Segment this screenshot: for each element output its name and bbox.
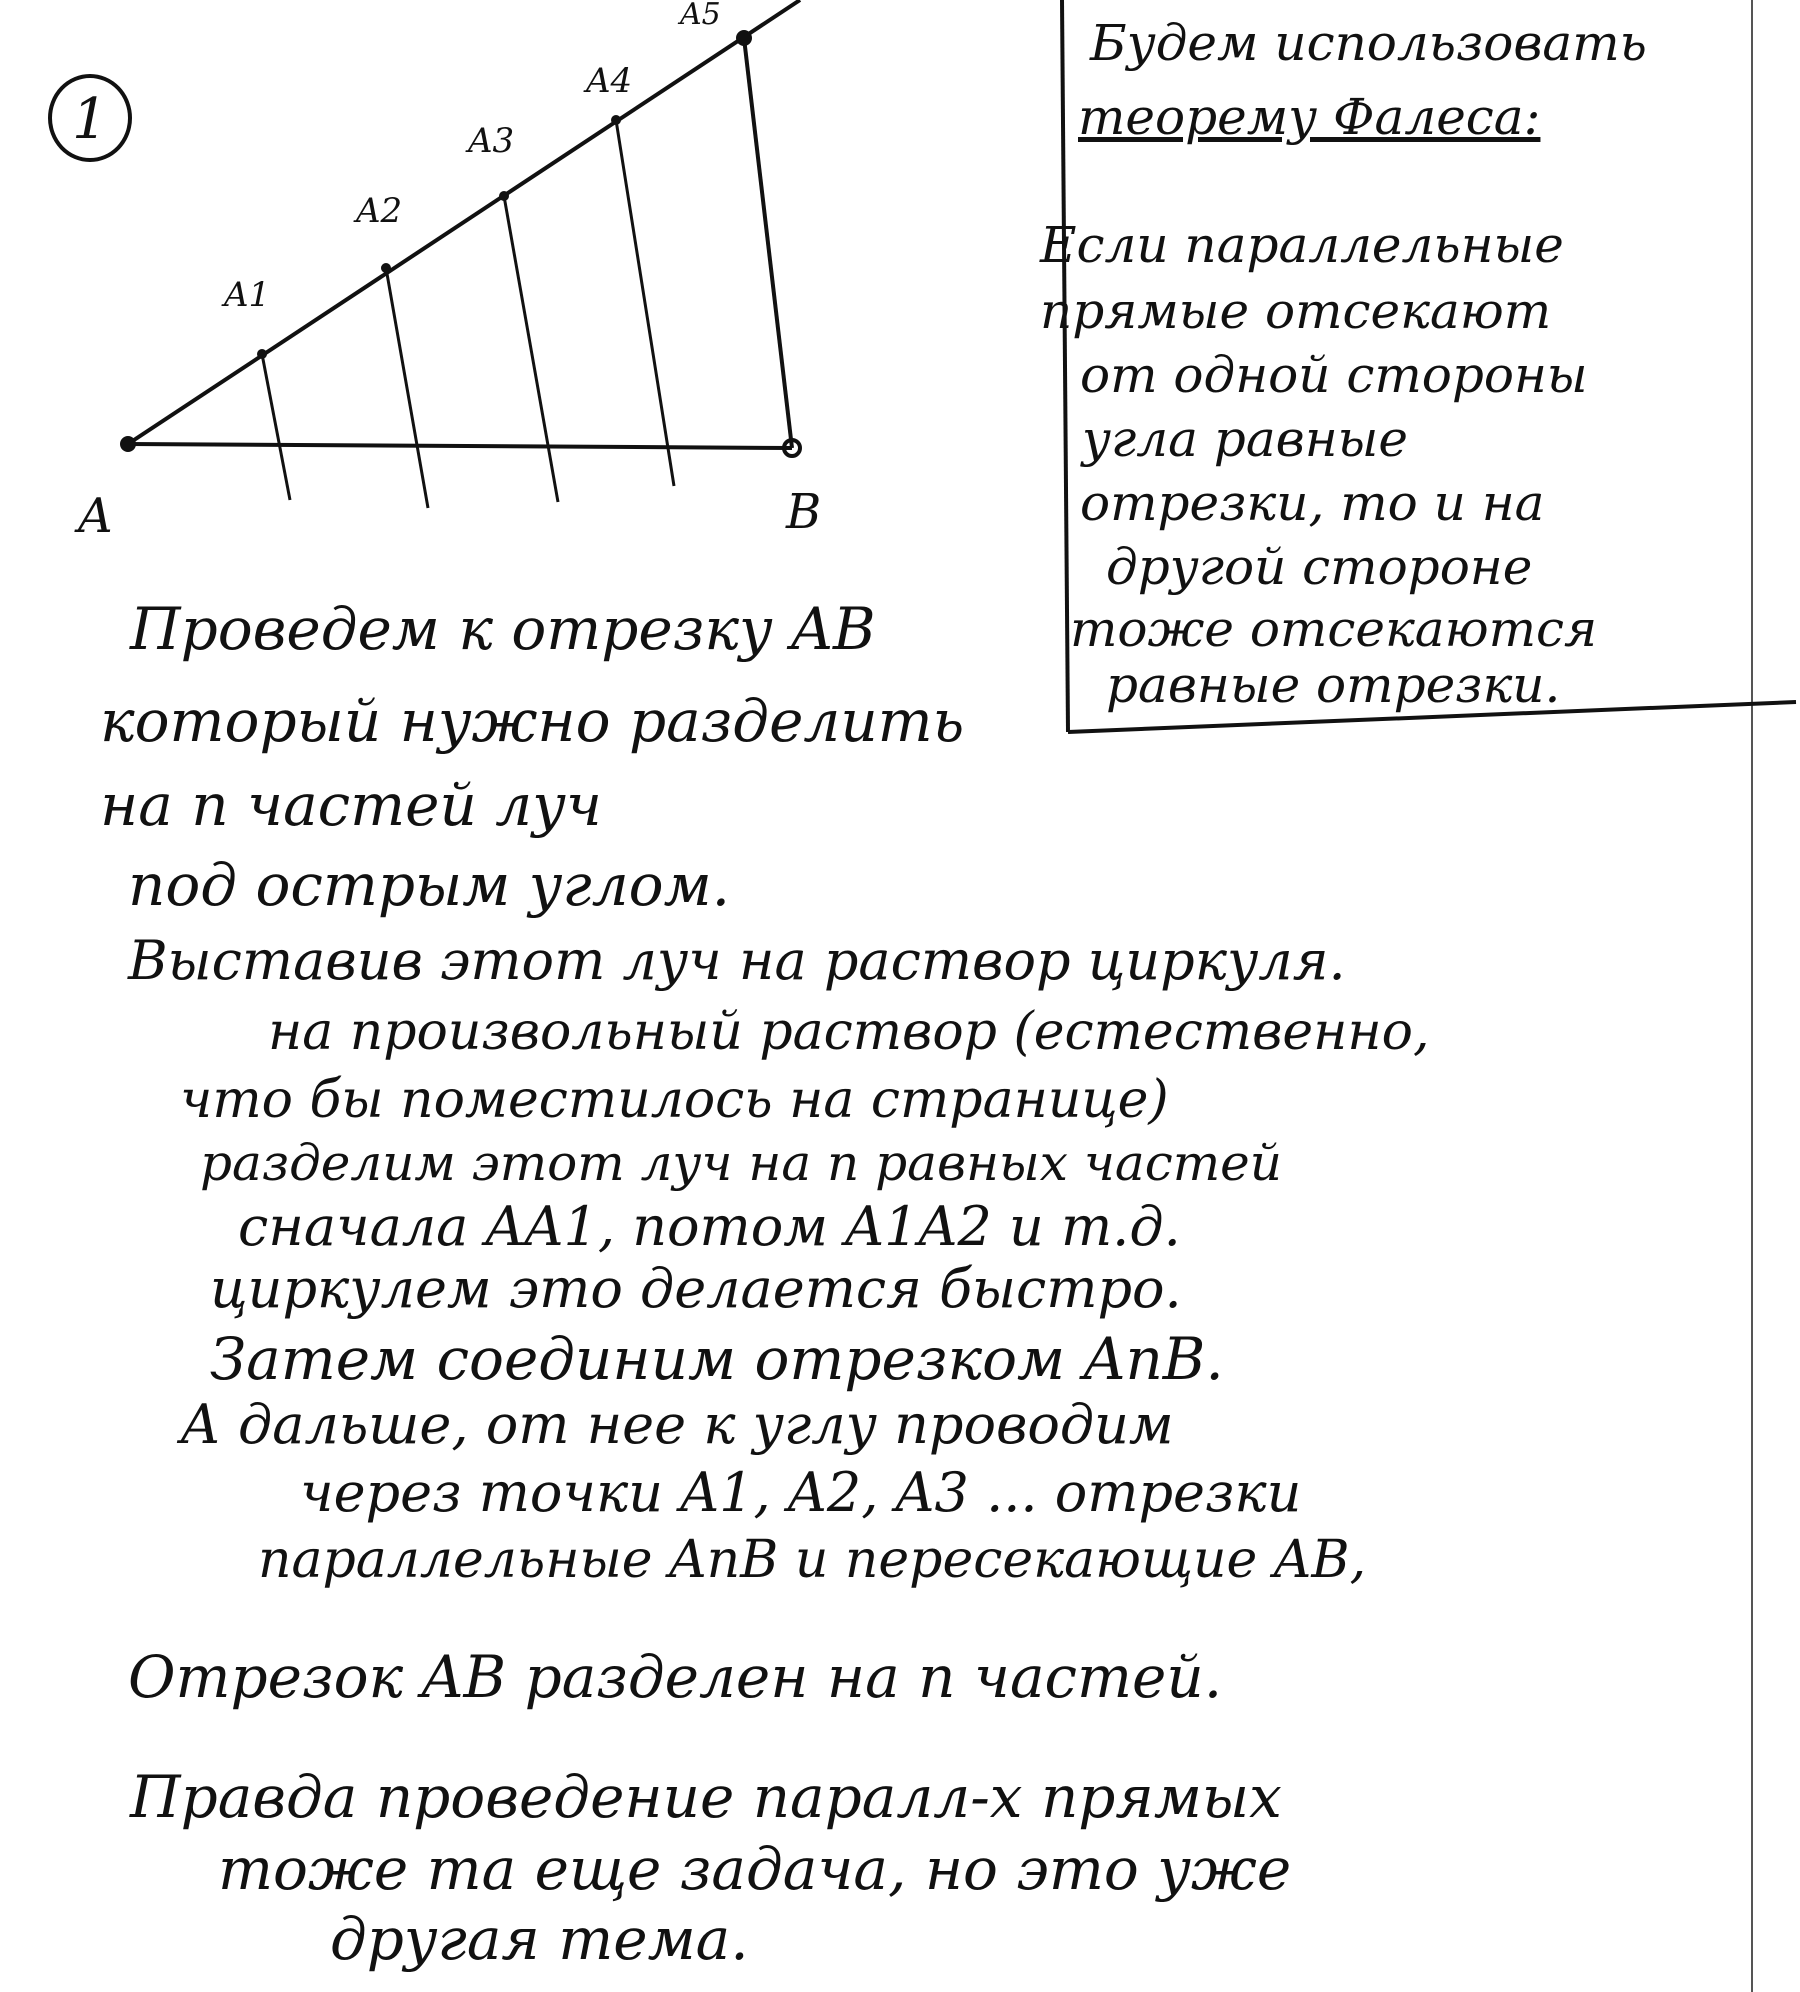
- label-A: A: [78, 488, 113, 544]
- note-line: тоже та еще задача, но это уже: [218, 1835, 1292, 1903]
- solution-line: разделим этот луч на n равных частей: [200, 1134, 1282, 1192]
- point-A1-marker: [257, 349, 267, 359]
- problem-number: 1: [72, 87, 108, 152]
- segment-AnB: [744, 38, 792, 448]
- note-line: другая тема.: [330, 1905, 749, 1973]
- theorem-box-left-border: [1062, 0, 1068, 732]
- label-A3: A3: [468, 121, 515, 161]
- solution-line: циркулем это делается быстро.: [210, 1257, 1182, 1320]
- solution-line: под острым углом.: [128, 851, 731, 919]
- solution-line: на n частей луч: [100, 771, 602, 839]
- label-A4: A4: [586, 61, 633, 101]
- theorem-line: равные отрезки.: [1106, 656, 1561, 714]
- point-A-marker: [120, 436, 136, 452]
- parallel-line-4: [616, 120, 674, 486]
- theorem-line: от одной стороны: [1080, 346, 1588, 404]
- solution-line: А дальше, от нее к углу проводим: [180, 1393, 1174, 1456]
- solution-line: на произвольный раствор (естественно,: [268, 1002, 1430, 1062]
- point-A3-marker: [499, 191, 509, 201]
- conclusion-line: Отрезок AB разделен на n частей.: [128, 1643, 1223, 1711]
- solution-line: Проведем к отрезку AB: [130, 595, 876, 663]
- label-A2: A2: [356, 191, 403, 231]
- parallel-line-2: [386, 268, 428, 508]
- theorem-line: угла равные: [1082, 410, 1408, 468]
- segment-AB: [128, 444, 792, 448]
- solution-line: параллельные AnB и пересекающие AB,: [258, 1530, 1367, 1590]
- label-A5: A5: [680, 0, 721, 32]
- label-B: B: [786, 484, 822, 540]
- solution-line: Выставив этот луч на раствор циркуля.: [128, 929, 1346, 992]
- note-line: Правда проведение паралл-х прямых: [130, 1763, 1282, 1831]
- label-A1: A1: [224, 275, 271, 315]
- ray-from-A: [128, 0, 800, 444]
- solution-line: сначала AA1, потом A1A2 и т.д.: [238, 1195, 1181, 1258]
- solution-line: Затем соединим отрезком AnB.: [210, 1325, 1224, 1393]
- theorem-line: другой стороне: [1106, 538, 1533, 596]
- parallel-line-3: [504, 196, 558, 502]
- theorem-line: прямые отсекают: [1040, 282, 1552, 340]
- point-An-marker: [736, 30, 752, 46]
- parallel-line-1: [262, 354, 290, 500]
- point-A2-marker: [381, 263, 391, 273]
- theorem-line: отрезки, то и на: [1080, 474, 1545, 532]
- solution-line: который нужно разделить: [100, 687, 965, 755]
- theorem-line: теорему Фалеса:: [1078, 88, 1541, 146]
- solution-line: что бы поместилось на странице): [180, 1070, 1169, 1130]
- theorem-line: Будем использовать: [1090, 14, 1647, 72]
- theorem-line: тоже отсекаются: [1070, 600, 1598, 658]
- solution-line: через точки A1, A2, A3 ... отрезки: [300, 1461, 1302, 1524]
- point-A4-marker: [611, 115, 621, 125]
- theorem-line: Если параллельные: [1040, 216, 1564, 274]
